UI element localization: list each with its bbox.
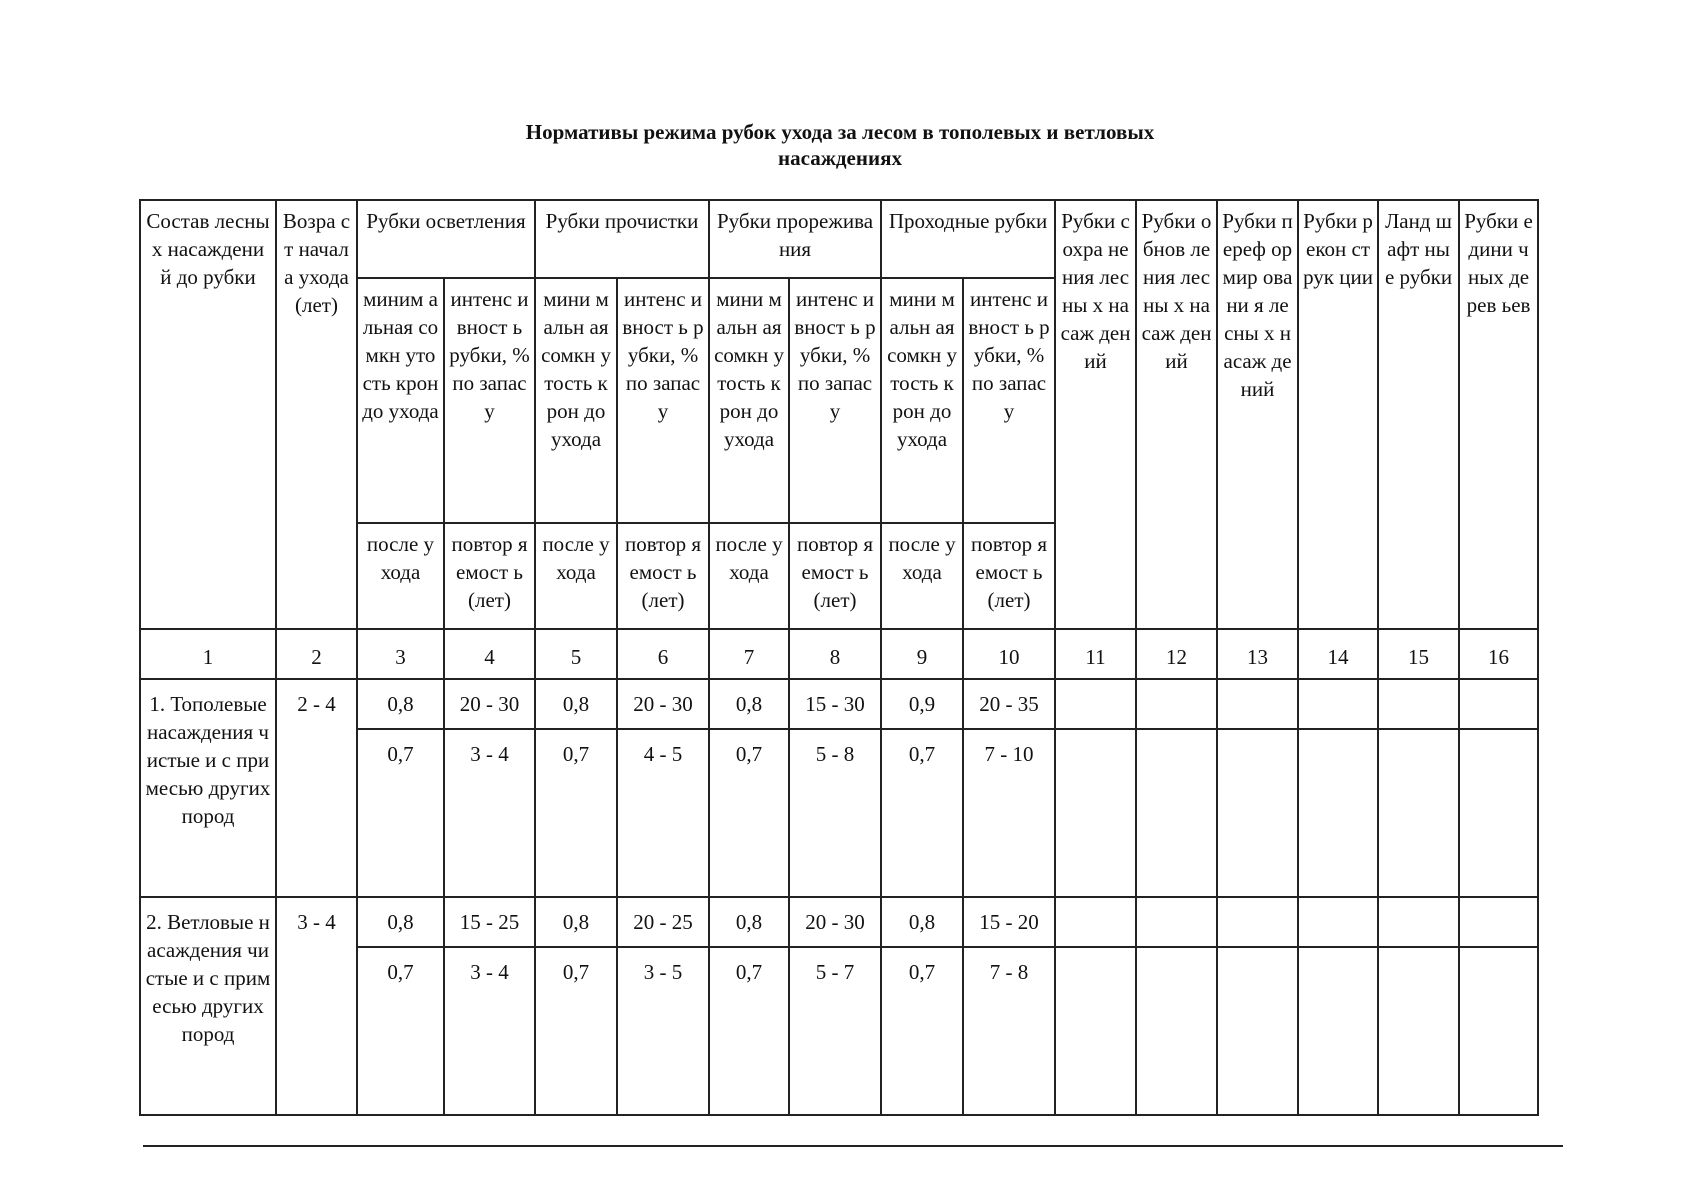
value-cell: 20 - 35: [963, 679, 1055, 729]
value-cell: 7 - 10: [963, 729, 1055, 897]
value-cell: 0,9: [881, 679, 963, 729]
value-cell: 3 - 5: [617, 947, 709, 1115]
header-preservation-cutting: Рубки сохра нения лесны х насаж дений: [1055, 200, 1136, 629]
column-number: 13: [1217, 629, 1298, 679]
value-cell: 0,7: [709, 729, 789, 897]
value-cell: 3 - 4: [444, 729, 535, 897]
value-cell: 0,7: [881, 729, 963, 897]
header-thinning-cutting: Рубки прореживания: [709, 200, 881, 278]
subheader-repeat-interval: повтор яемост ь (лет): [963, 523, 1055, 629]
value-cell: 0,8: [709, 897, 789, 947]
column-number-row: [140, 629, 1538, 679]
empty-cell: [1459, 897, 1538, 947]
value-cell: 20 - 25: [617, 897, 709, 947]
column-number: 6: [617, 629, 709, 679]
empty-cell: [1459, 947, 1538, 1115]
empty-cell: [1298, 729, 1378, 897]
column-number: 5: [535, 629, 617, 679]
subheader-after-care: после ухода: [535, 523, 617, 629]
table-row: [140, 679, 1538, 729]
value-cell: 0,7: [357, 729, 444, 897]
column-number: 1: [140, 629, 276, 679]
subheader-repeat-interval: повтор яемост ь (лет): [444, 523, 535, 629]
stand-name-cell: 2. Ветловые насаждения чистые и с примесью других пород: [140, 897, 276, 1115]
value-cell: 0,8: [357, 679, 444, 729]
value-cell: 0,7: [881, 947, 963, 1115]
column-number: 4: [444, 629, 535, 679]
header-composition: Состав лесных насаждени й до рубки: [140, 200, 276, 629]
empty-cell: [1459, 729, 1538, 897]
subheader-after-care: после ухода: [709, 523, 789, 629]
empty-cell: [1055, 729, 1136, 897]
empty-cell: [1378, 897, 1459, 947]
empty-cell: [1378, 729, 1459, 897]
start-age-cell: 3 - 4: [276, 897, 357, 1115]
value-cell: 0,8: [535, 679, 617, 729]
subheader-intensity: интенс ивност ь рубки, % по запасу: [617, 278, 709, 523]
value-cell: 7 - 8: [963, 947, 1055, 1115]
subheader-intensity: интенс ивност ь рубки, % по запасу: [963, 278, 1055, 523]
value-cell: 0,7: [535, 947, 617, 1115]
value-cell: 0,7: [709, 947, 789, 1115]
column-number: 14: [1298, 629, 1378, 679]
value-cell: 15 - 20: [963, 897, 1055, 947]
empty-cell: [1136, 947, 1217, 1115]
value-cell: 20 - 30: [444, 679, 535, 729]
column-number: 11: [1055, 629, 1136, 679]
column-number: 15: [1378, 629, 1459, 679]
subheader-repeat-interval: повтор яемост ь (лет): [617, 523, 709, 629]
value-cell: 5 - 8: [789, 729, 881, 897]
table-row: [140, 897, 1538, 947]
column-number: 12: [1136, 629, 1217, 679]
document-title-line-2: насаждениях: [778, 146, 902, 170]
subheader-min-density: мини мальн ая сомкн утость крон до ухода: [535, 278, 617, 523]
column-number: 2: [276, 629, 357, 679]
value-cell: 4 - 5: [617, 729, 709, 897]
column-number: 16: [1459, 629, 1538, 679]
start-age-cell: 2 - 4: [276, 679, 357, 897]
value-cell: 20 - 30: [617, 679, 709, 729]
subheader-after-care: после ухода: [881, 523, 963, 629]
header-age: Возра ст начал а ухода (лет): [276, 200, 357, 629]
empty-cell: [1378, 947, 1459, 1115]
stand-name-cell: 1. Тополевые насаждения чистые и с примесью других пород: [140, 679, 276, 897]
empty-cell: [1136, 729, 1217, 897]
empty-cell: [1217, 947, 1298, 1115]
header-landscape-cutting: Ланд шафт ные рубки: [1378, 200, 1459, 629]
header-reconstruction-cutting: Рубки рекон струк ции: [1298, 200, 1378, 629]
thinning-norms-table: [139, 199, 1539, 1116]
header-clarification-cutting: Рубки осветления: [357, 200, 535, 278]
empty-cell: [1055, 679, 1136, 729]
value-cell: 0,8: [881, 897, 963, 947]
value-cell: 0,7: [535, 729, 617, 897]
empty-cell: [1136, 679, 1217, 729]
footer-divider: [143, 1145, 1563, 1147]
empty-cell: [1136, 897, 1217, 947]
column-number: 3: [357, 629, 444, 679]
subheader-min-density: миним альная сомкн утость крон до ухода: [357, 278, 444, 523]
empty-cell: [1217, 897, 1298, 947]
value-cell: 15 - 30: [789, 679, 881, 729]
column-number: 7: [709, 629, 789, 679]
empty-cell: [1055, 897, 1136, 947]
column-number: 10: [963, 629, 1055, 679]
empty-cell: [1217, 729, 1298, 897]
header-single-tree-cutting: Рубки едини чных дерев ьев: [1459, 200, 1538, 629]
header-reformation-cutting: Рубки переф ормир овани я лесны х насаж дений: [1217, 200, 1298, 629]
header-cleaning-cutting: Рубки прочистки: [535, 200, 709, 278]
subheader-after-care: после ухода: [357, 523, 444, 629]
value-cell: 5 - 7: [789, 947, 881, 1115]
subheader-repeat-interval: повтор яемост ь (лет): [789, 523, 881, 629]
value-cell: 0,8: [357, 897, 444, 947]
empty-cell: [1459, 679, 1538, 729]
subheader-intensity: интенс ивност ь рубки, % по запасу: [444, 278, 535, 523]
subheader-min-density: мини мальн ая сомкн утость крон до ухода: [709, 278, 789, 523]
value-cell: 15 - 25: [444, 897, 535, 947]
document-title-line-1: Нормативы режима рубок ухода за лесом в тополевых и ветловых: [525, 120, 1155, 144]
subheader-min-density: мини мальн ая сомкн утость крон до ухода: [881, 278, 963, 523]
value-cell: 20 - 30: [789, 897, 881, 947]
empty-cell: [1298, 947, 1378, 1115]
value-cell: 3 - 4: [444, 947, 535, 1115]
empty-cell: [1055, 947, 1136, 1115]
header-renewal-cutting: Рубки обнов ления лесны х насаж дений: [1136, 200, 1217, 629]
empty-cell: [1298, 897, 1378, 947]
empty-cell: [1217, 679, 1298, 729]
column-number: 9: [881, 629, 963, 679]
empty-cell: [1378, 679, 1459, 729]
value-cell: 0,8: [535, 897, 617, 947]
subheader-intensity: интенс ивност ь рубки, % по запасу: [789, 278, 881, 523]
value-cell: 0,8: [709, 679, 789, 729]
column-number: 8: [789, 629, 881, 679]
value-cell: 0,7: [357, 947, 444, 1115]
empty-cell: [1298, 679, 1378, 729]
header-passing-cutting: Проходные рубки: [881, 200, 1055, 278]
